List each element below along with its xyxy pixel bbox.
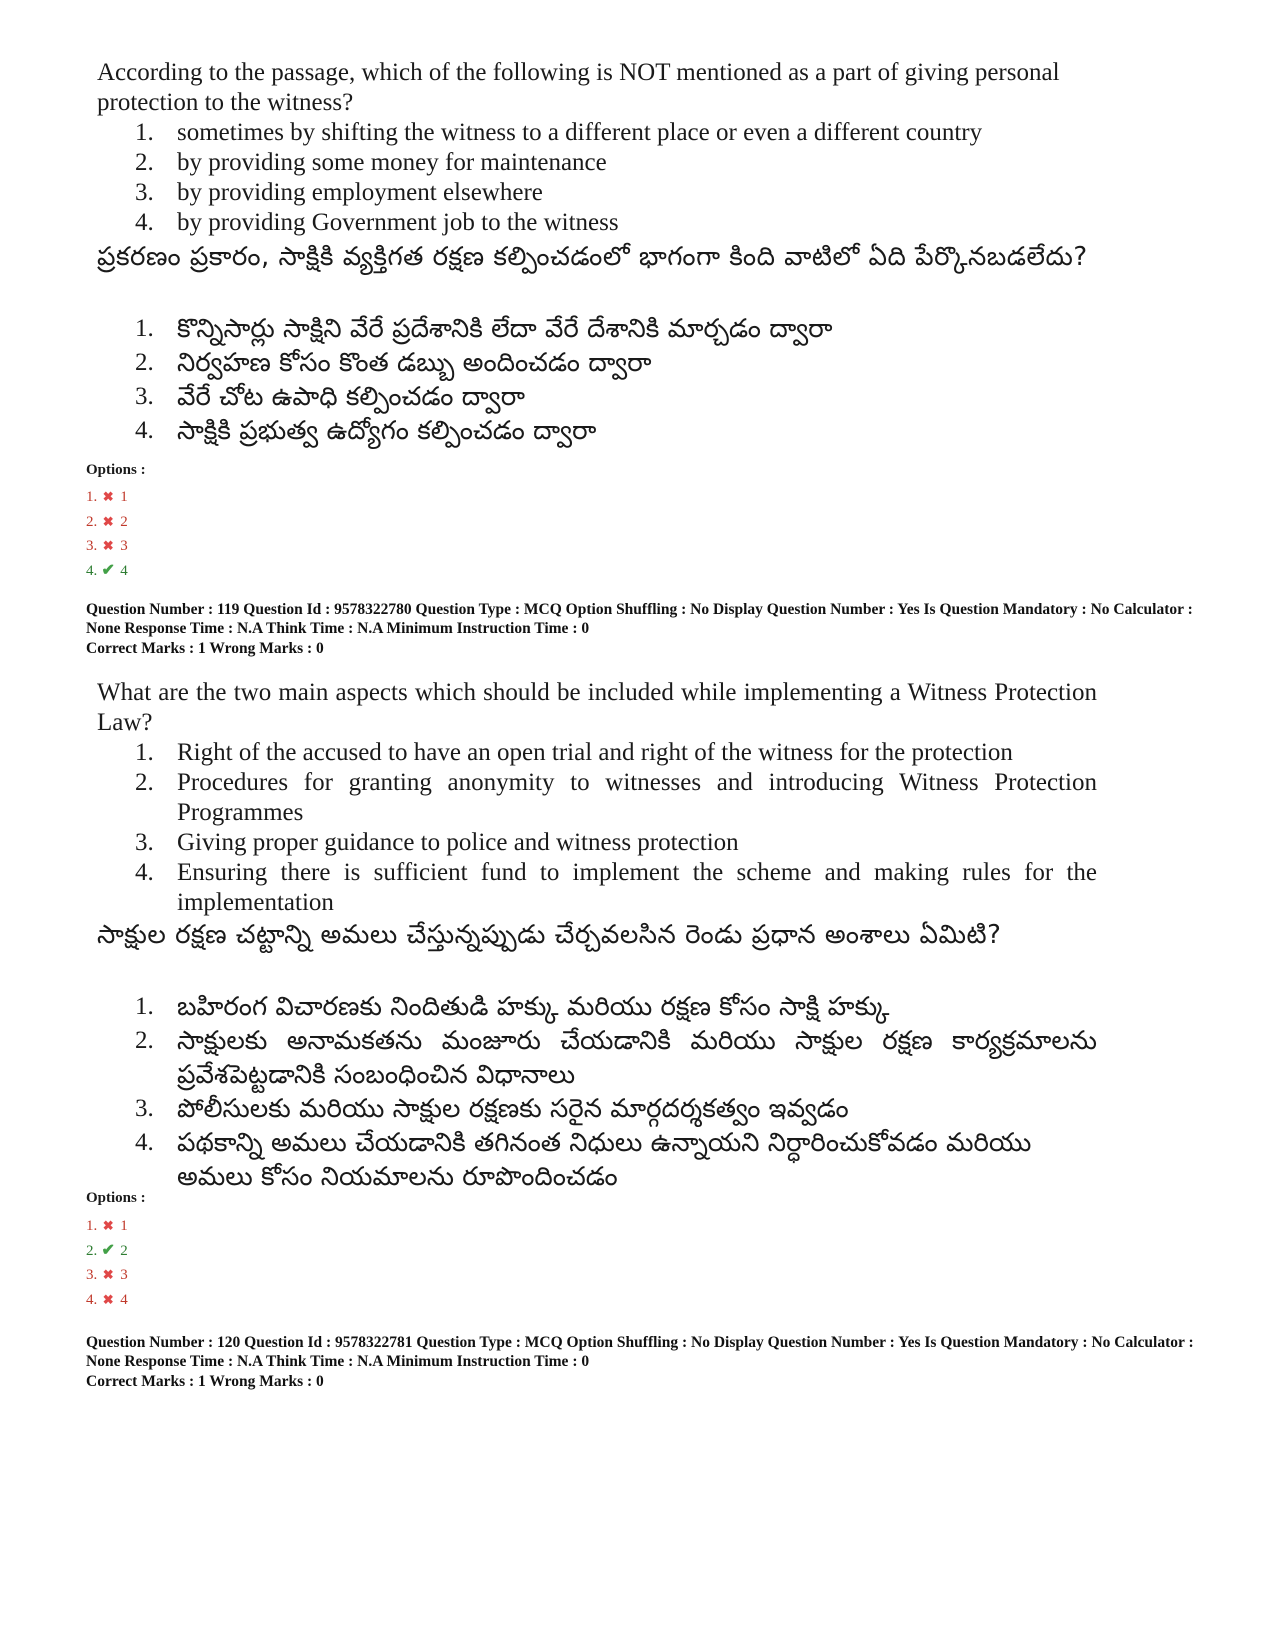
q119-options [86,1214,128,1312]
cross-icon: ✖ [102,1267,114,1282]
q119-question-en: What are the two main aspects which should be included while implementing a Witness Protection Law? [97,679,1097,736]
q119-choice-te-1: 1. బహిరంగ విచారణకు నిందితుడి హక్కు మరియు రక్షణ కోసం సాక్షి హక్కు [135,992,890,1022]
q118-choice-te-1: 1. కొన్నిసార్లు సాక్షిని వేరే ప్రదేశానికి లేదా వేరే దేశానికి మార్చడం ద్వారా [135,314,833,344]
q118-choice-en-3: 3. by providing employment elsewhere [135,179,543,206]
cross-icon: ✖ [102,538,114,553]
q119-choice-en-1: 1. Right of the accused to have an open trial and right of the witness for the protection [135,739,1013,766]
cross-icon: ✖ [102,513,114,529]
q118-question-te: ప్రకరణం ప్రకారం, సాక్షికి వ్యక్తిగత రక్షణ కల్పించడంలో భాగంగా కింది వాటిలో ఏది పేర్కొనబడలేదు? [97,242,1088,272]
q119-choices-en [135,738,1097,918]
q119-choice-te-2: 2. సాక్షులకు అనామకతను మంజూరు చేయడానికి మరియు సాక్షుల రక్షణ కార్యక్రమాలను ప్రవేశపెట్టడానికి సంబంధించిన విధానాలు [135,1026,1097,1090]
q118-choice-en-4: 4. by providing Government job to the witness [135,209,619,236]
q118-choices-en [135,118,1097,238]
q118-question-en: According to the passage, which of the following is NOT mentioned as a part of giving personal protection to the witness? [97,59,1060,116]
q118-choice-te-3: 3. వేరే చోట ఉపాధి కల్పించడం ద్వారా [135,382,525,412]
q118-choice-en-1: 1. sometimes by shifting the witness to a different place or even a different country [135,119,983,146]
check-icon: ✔ [101,561,115,579]
check-icon: ✔ [101,1241,115,1259]
q118-option-1: 1. ✖ 1 [86,485,128,510]
cross-icon: ✖ [102,489,114,504]
q119-meta: Question Number : 119 Question Id : 9578322780 Question Type : MCQ Option Shuffling : No Display Question Number : Yes Is Question Mandatory : No Calculator : None Response Time : N.A Think Time : N.A Minimum Instruction Time : 0 [86,601,1193,637]
q119-choice-te-4: 4. పథకాన్ని అమలు చేయడానికి తగినంత నిధులు ఉన్నాయని నిర్ధారించుకోవడం మరియు అమలు కోసం నియమాలను రూపొందించడం [135,1128,1032,1192]
q118-options [86,485,128,583]
q119-choice-en-3: 3. Giving proper guidance to police and witness protection [135,829,739,856]
q118-choice-te-2: 2. నిర్వహణ కోసం కొంత డబ్బు అందించడం ద్వారా [135,348,652,378]
cross-icon: ✖ [102,1291,114,1307]
q119-option-1: 1. ✖ 1 [86,1214,128,1239]
q119-option-3: 3. ✖ 3 [86,1263,128,1288]
q119-question-te: సాక్షుల రక్షణ చట్టాన్ని అమలు చేస్తున్నప్పుడు చేర్చవలసిన రెండు ప్రధాన అంశాలు ఏమిటి? [97,920,1002,950]
cross-icon: ✖ [102,1218,114,1233]
q119-marks: Correct Marks : 1 Wrong Marks : 0 [86,640,324,657]
q120-marks: Correct Marks : 1 Wrong Marks : 0 [86,1373,324,1390]
q119-choice-te-3: 3. పోలీసులకు మరియు సాక్షుల రక్షణకు సరైన మార్గదర్శకత్వం ఇవ్వడం [135,1094,849,1124]
q119-option-4: 4. ✖ 4 [86,1288,128,1313]
q118-option-4: 4. ✔ 4 [86,559,128,584]
q118-choice-en-2: 2. by providing some money for maintenance [135,149,607,176]
q119-choice-en-4: 4. Ensuring there is sufficient fund to implement the scheme and making rules for the implementation [135,859,1097,916]
q118-choices-te [135,312,1097,448]
q120-meta: Question Number : 120 Question Id : 9578322781 Question Type : MCQ Option Shuffling : No Display Question Number : Yes Is Question Mandatory : No Calculator : None Response Time : N.A Think Time : N.A Minimum Instruction Time : 0 [86,1334,1194,1370]
q118-option-2: 2. ✖ 2 [86,510,128,535]
q119-options-label: Options : [86,1190,146,1206]
q118-options-label: Options : [86,462,146,478]
q118-choice-te-4: 4. సాక్షికి ప్రభుత్వ ఉద్యోగం కల్పించడం ద్వారా [135,416,597,446]
q118-option-3: 3. ✖ 3 [86,534,128,559]
q119-choices-te [135,990,1097,1194]
q119-option-2: 2. ✔ 2 [86,1239,128,1264]
q119-choice-en-2: 2. Procedures for granting anonymity to witnesses and introducing Witness Protection Programmes [135,769,1097,826]
